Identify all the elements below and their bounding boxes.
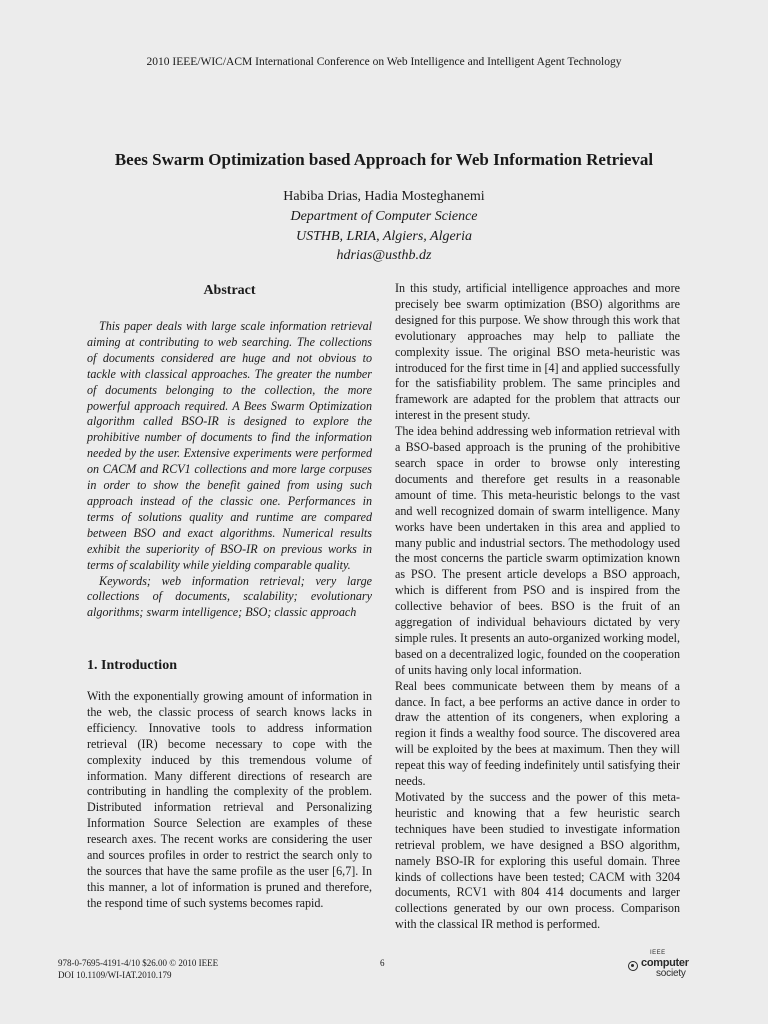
affiliation-institution: USTHB, LRIA, Algiers, Algeria [295, 228, 473, 244]
footer-citation [58, 958, 218, 981]
author-affiliation [0, 207, 768, 266]
affiliation-department: Department of Computer Science [290, 209, 478, 224]
logo-ieee-text: IEEE [650, 950, 666, 956]
introduction-paragraph: With the exponentially growing amount of information in the web, the classic process of search knows lacks in efficiency. Innovative tools to address information retrieval (IR) become necessary to cope with the complexity induced by this tremendous volume of information. Many different directions of research are contributing in handling the complexity of the problem. Distributed information retrieval and Personalizing Information Source Selection are examples of these research axes. The recent works are considering the user and sources profiles in order to restrict the search only to the sources that have the same profile as the user [6,7]. In this manner, a lot of information is pruned and therefore, the respond time of such systems becomes rapid. [87, 689, 372, 910]
introduction-body [87, 689, 372, 912]
logo-computer-text: computer [641, 957, 689, 969]
logo-society-text: society [656, 968, 686, 979]
computer-society-logo [626, 950, 706, 984]
abstract-heading: Abstract [203, 283, 256, 298]
right-column-body [395, 281, 680, 933]
paper-title: Bees Swarm Optimization based Approach for Web Information Retrieval [114, 150, 654, 169]
right-paragraph-1: In this study, artificial intelligence approaches and more precisely bee swarm optimization (BSO) algorithms are designed for this purpose. We show through this work that evolutionary approaches may help to palliate the complexity issue. The original BSO meta-heuristic was introduced for the first time in [4] and applied successfully for the satisfiability problem. The same principles and framework are adapted for the problem that attracts our interest in the present study. [395, 281, 680, 423]
conference-header: 2010 IEEE/WIC/ACM International Conference on Web Intelligence and Intelligent Agent Technology [146, 56, 622, 68]
right-paragraph-3: Real bees communicate between them by means of a dance. In fact, a bee performs an active dance in order to draw the attention of its congeners, when exploring a region it finds a wealthy food source. The discovered area will be exploited by the bees at maximum. Then they will repeat this way of feeding indefinitely until satisfying their needs. [395, 678, 680, 789]
introduction-heading: 1. Introduction [87, 658, 177, 673]
footer-doi: DOI 10.1109/WI-IAT.2010.179 [58, 969, 172, 980]
author-email: hdrias@usthb.dz [336, 248, 432, 263]
paper-authors: Habiba Drias, Hadia Mosteghanemi [283, 189, 485, 204]
abstract-body [87, 319, 372, 621]
society-mark-icon [628, 961, 638, 971]
footer-isbn: 978-0-7695-4191-4/10 $26.00 © 2010 IEEE [58, 958, 219, 968]
right-paragraph-4: Motivated by the success and the power of this meta-heuristic and knowing that a few heuristic search techniques have been studied to investigate information retrieval problem, we have designed a BSO algorithm, namely BSO-IR for exploring this useful domain. Three kinds of collections have been tested; CACM with 3204 documents, RCV1 with 804 414 documents and larger collections generated by our own process. Comparison with the classical IR method is performed. [395, 790, 680, 932]
right-paragraph-2: The idea behind addressing web information retrieval with a BSO-based approach is the pruning of the prohibitive search space in order to browse only interesting documents and therefore get results in a reasonable amount of time. This meta-heuristic belongs to the vast and well recognized domain of swarm intelligence. Many works have been undertaken in this area and applied to many public and industrial sectors. The methodology used the most concerns the particle swarm optimization known as PSO. The present article develops a BSO approach, which is different from PSO and is inspired from the collective behavior of bees. BSO is the fruit of an aggregation of individual behaviours dictated by very simple rules. It presents an auto-organized working model, based on a decentralized logic, founded on the cooperation of units having only local information. [395, 424, 680, 677]
abstract-keywords: Keywords; web information retrieval; very large collections of documents, scalability; evolutionary algorithms; swarm intelligence; BSO; classic approach [87, 573, 372, 620]
page-number: 6 [380, 958, 385, 968]
abstract-text: This paper deals with large scale information retrieval aiming at contributing to web searching. The collections of documents considered are huge and not obvious to tackle with classical approaches. The greater the number of documents belonging to the collection, the more powerful approach required. A Bees Swarm Optimization algorithm called BSO-IR is designed to explore the prohibitive number of documents to find the information needed by the user. Extensive experiments were performed on CACM and RCV1 collections and more large corpuses in order to show the benefit gained from using such approach instead of the classic one. Performances in terms of solutions quality and runtime are compared between BSO and exact algorithms. Numerical results exhibit the superiority of BSO-IR on previous works in terms of scalability while yielding comparable quality. [87, 319, 372, 572]
